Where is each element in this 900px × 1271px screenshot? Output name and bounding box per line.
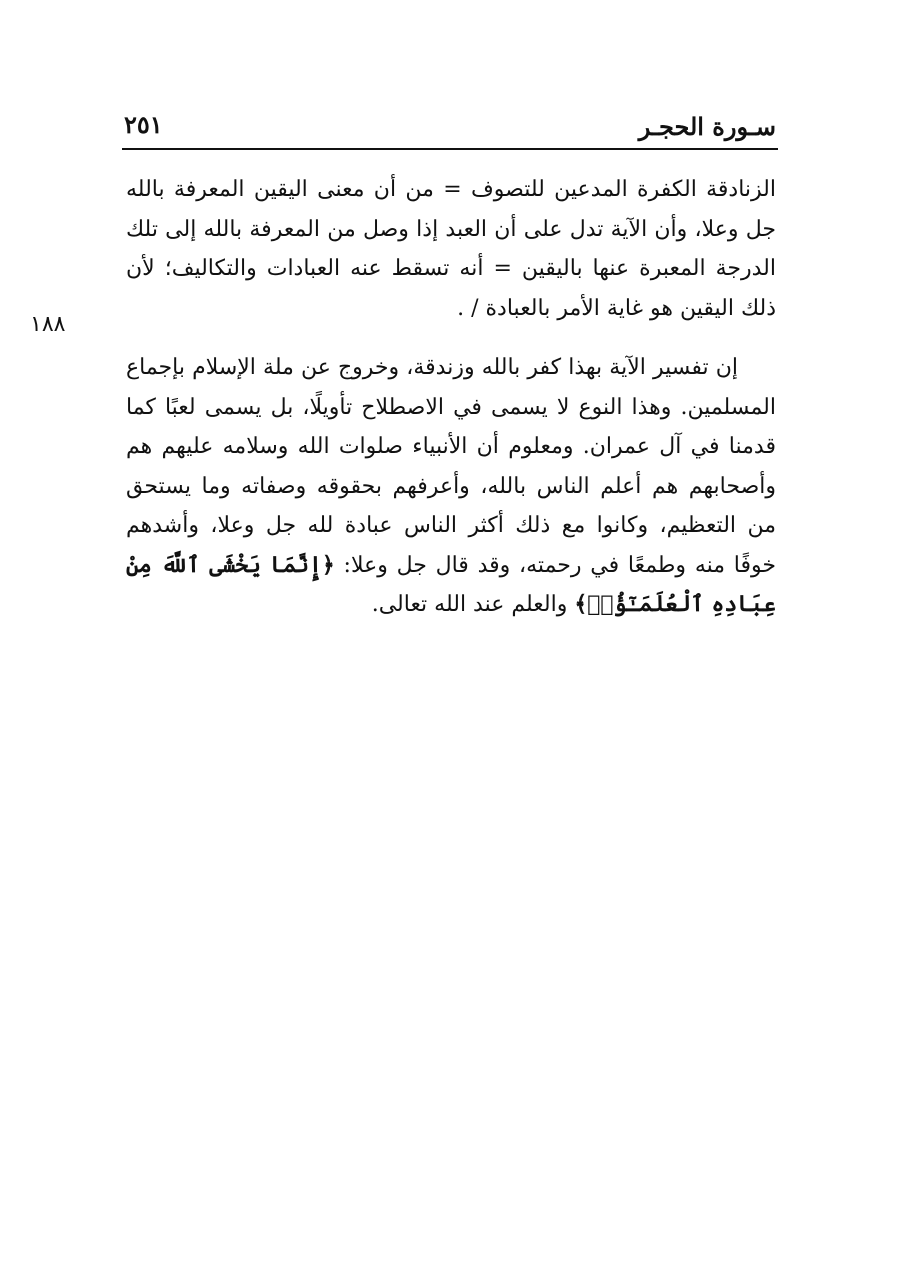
main-text — [126, 170, 776, 625]
quran-verse: ﴿إِنَّمَا يَخْشَى ٱللَّهَ مِنْ عِبَادِهِ ٱلْعُلَمَـٰٓؤُا۟﴾ — [126, 551, 776, 617]
surah-title: سـورة الحجـر — [638, 112, 776, 141]
page-number: ٢٥١ — [124, 110, 163, 139]
paragraph-2-closing: والعلم عند الله تعالى. — [371, 592, 575, 617]
margin-page-number: ١٨٨ — [30, 312, 66, 337]
page-header — [122, 108, 778, 150]
paragraph-2-text: إن تفسير الآية بهذا كفر بالله وزندقة، وخروج عن ملة الإسلام بإجماع المسلمين. وهذا النوع لا يسمى في الاصطلاح تأويلًا، بل يسمى لعبًا كما قدمنا في آل عمران. ومعلوم أن الأنبياء صلوات الله وسلامه عليهم هم وأصحابهم هم أعلم الناس بالله، وأعرفهم بحقوقه وصفاته وما يستحق من التعظيم، وكانوا مع ذلك أكثر الناس عبادة لله جل وعلا، وأشدهم خوفًا منه وطمعًا في رحمته، وقد قال جل وعلا: — [126, 355, 776, 578]
paragraph-1: الزنادقة الكفرة المدعين للتصوف = من أن معنى اليقين المعرفة بالله جل وعلا، وأن الآية تدل على أن العبد إذا وصل من المعرفة بالله إلى تلك الدرجة المعبرة عنها باليقين = أنه تسقط عنه العبادات والتكاليف؛ لأن ذلك اليقين هو غاية الأمر بالعبادة / . — [126, 177, 776, 321]
paragraph-2 — [126, 348, 776, 625]
